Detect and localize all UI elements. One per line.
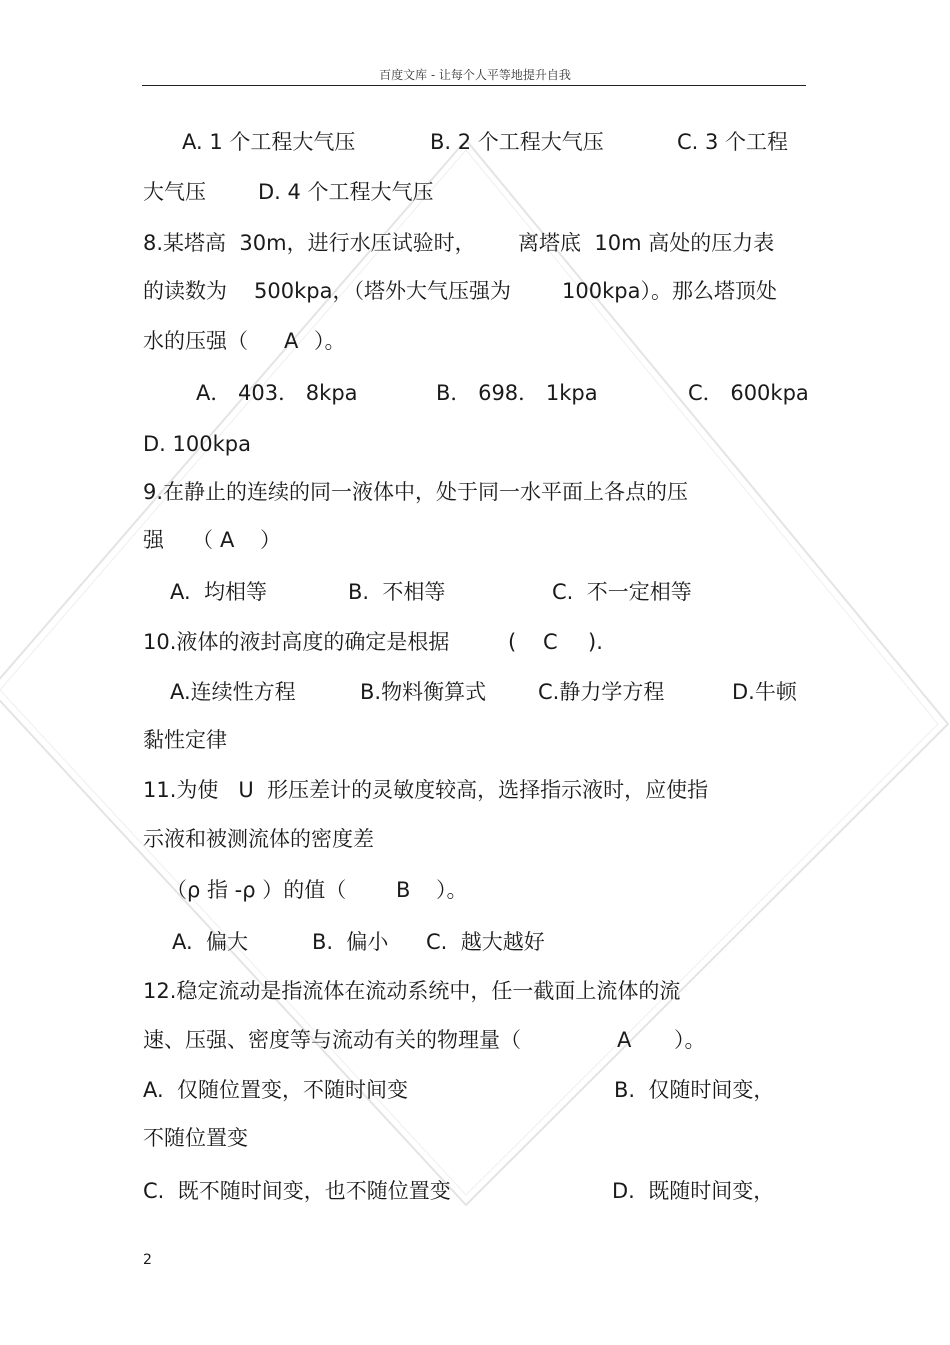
text-line-segment: 大气压 xyxy=(143,180,206,204)
text-line-segment: B. 偏小 xyxy=(312,930,389,954)
text-line-segment: B． 698． 1kpa xyxy=(436,381,598,405)
text-line-segment: B xyxy=(396,878,411,902)
text-line-segment: 示液和被测流体的密度差 xyxy=(143,827,374,851)
text-line-segment: B. 不相等 xyxy=(348,580,446,604)
text-line-segment: D. 既随时间变， xyxy=(612,1179,775,1203)
text-line-segment: ）。 xyxy=(436,878,468,902)
text-line-segment: （ xyxy=(192,528,213,552)
text-line-segment: C. 3 个工程 xyxy=(677,130,789,154)
text-line-segment: C. 不一定相等 xyxy=(552,580,692,604)
text-line-segment: 离塔底 10m 高处的压力表 xyxy=(518,231,775,255)
text-line-segment: 500kpa，（塔外大气压强为 xyxy=(254,279,511,303)
text-line-segment: 强 xyxy=(143,528,164,552)
header-divider xyxy=(142,85,806,86)
text-line-segment: 10.液体的液封高度的确定是根据 xyxy=(143,630,450,654)
text-line-segment: 不随位置变 xyxy=(143,1126,248,1150)
text-line-segment: ). xyxy=(588,630,603,654)
text-line-segment: 12.稳定流动是指流体在流动系统中，任一截面上流体的流 xyxy=(143,979,681,1003)
text-line-segment: D. 4 个工程大气压 xyxy=(258,180,434,204)
text-line-segment: ）。 xyxy=(674,1028,706,1052)
text-line-segment: A xyxy=(284,329,299,353)
text-line-segment: A. 仅随位置变，不随时间变 xyxy=(143,1078,409,1102)
text-line-segment: 水的压强（ xyxy=(143,329,248,353)
text-line-segment: ( xyxy=(508,630,517,654)
text-line-segment: C xyxy=(543,630,558,654)
text-line-segment: 8.某塔高 30m，进行水压试验时， xyxy=(143,231,476,255)
text-line-segment: A． 403． 8kpa xyxy=(196,381,358,405)
text-line-segment: 速、压强、密度等与流动有关的物理量（ xyxy=(143,1028,521,1052)
text-line-segment: ） xyxy=(260,528,281,552)
text-line-segment: C. 既不随时间变，也不随位置变 xyxy=(143,1179,451,1203)
text-line-segment: ）。 xyxy=(314,329,346,353)
page-number: 2 xyxy=(143,1252,152,1268)
text-line-segment: 黏性定律 xyxy=(143,728,227,752)
text-line-segment: 100kpa）。那么塔顶处 xyxy=(562,279,777,303)
text-line-segment: （ρ 指 -ρ ）的值（ xyxy=(166,878,347,902)
text-line-segment: B.物料衡算式 xyxy=(360,680,487,704)
page-header: 百度文库 - 让每个人平等地提升自我 xyxy=(379,68,571,82)
text-line-segment: 11.为使 U 形压差计的灵敏度较高，选择指示液时，应使指 xyxy=(143,778,709,802)
text-line-segment: C． 600kpa xyxy=(688,381,809,405)
text-line-segment: 的读数为 xyxy=(143,279,227,303)
text-line-segment: B. 仅随时间变， xyxy=(614,1078,775,1102)
text-line-segment: 9.在静止的连续的同一液体中，处于同一水平面上各点的压 xyxy=(143,480,689,504)
text-line-segment: A. 1 个工程大气压 xyxy=(182,130,356,154)
text-line-segment: D. 100kpa xyxy=(143,432,251,456)
text-line-segment: C. 越大越好 xyxy=(426,930,545,954)
text-line-segment: B. 2 个工程大气压 xyxy=(430,130,604,154)
text-line-segment: A xyxy=(220,528,235,552)
text-line-segment: A. 均相等 xyxy=(170,580,268,604)
text-line-segment: C.静力学方程 xyxy=(538,680,665,704)
text-line-segment: D.牛顿 xyxy=(732,680,797,704)
text-line-segment: A xyxy=(617,1028,632,1052)
text-line-segment: A.连续性方程 xyxy=(170,680,296,704)
text-line-segment: A. 偏大 xyxy=(172,930,249,954)
